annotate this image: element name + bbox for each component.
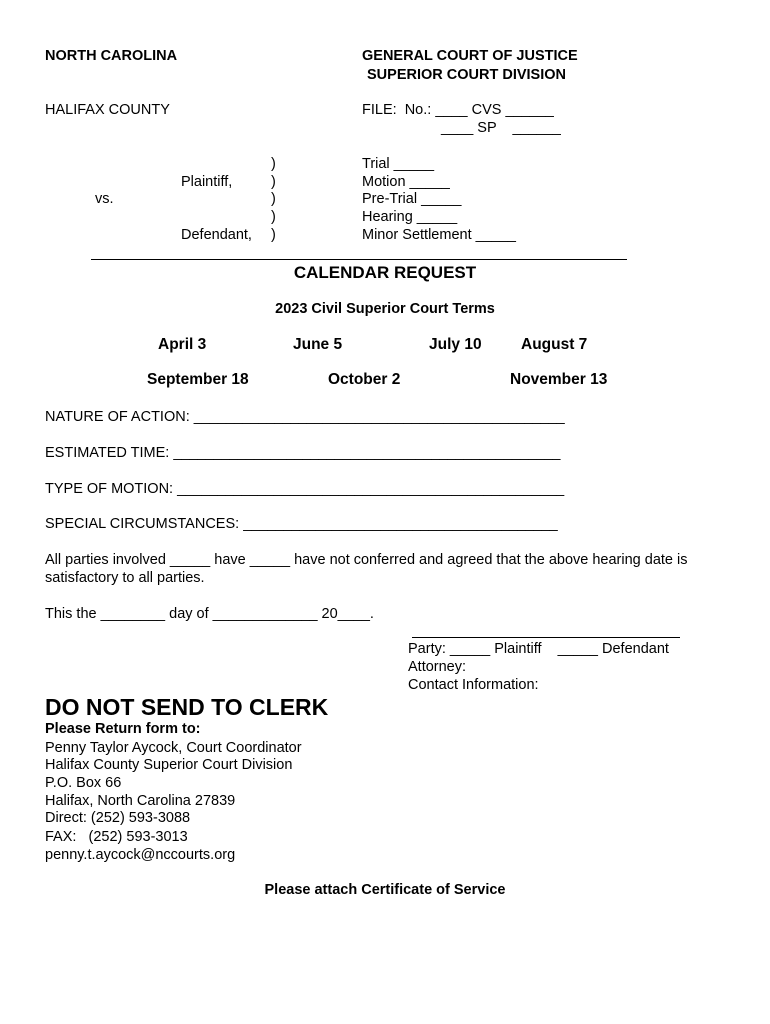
special-circumstances-field[interactable]: SPECIAL CIRCUMSTANCES: _______________________________________ (45, 516, 558, 532)
caption-paren: ) (271, 227, 276, 243)
page-title: CALENDAR REQUEST (293, 263, 477, 282)
return-address-line: P.O. Box 66 (45, 775, 122, 791)
return-email-link[interactable]: penny.t.aycock@nccourts.org (45, 847, 236, 863)
contact-info-label: Contact Information: (408, 677, 539, 693)
option-pre-trial[interactable]: Pre-Trial _____ (362, 191, 462, 207)
agreement-statement-cont: satisfactory to all parties. (45, 570, 205, 586)
term-date: April 3 (158, 336, 207, 353)
file-number-line: FILE: No.: ____ CVS ______ (362, 102, 554, 118)
option-motion[interactable]: Motion _____ (362, 174, 450, 190)
caption-divider (91, 259, 627, 260)
option-hearing[interactable]: Hearing _____ (362, 209, 458, 225)
party-line[interactable]: Party: _____ Plaintiff _____ Defendant (408, 641, 669, 657)
term-date: September 18 (147, 371, 249, 388)
return-address-line: Halifax County Superior Court Division (45, 757, 293, 773)
term-date: August 7 (521, 336, 588, 353)
file-sp-line: ____ SP ______ (441, 120, 561, 136)
return-address-line: Penny Taylor Aycock, Court Coordinator (45, 740, 302, 756)
versus-label: vs. (95, 191, 114, 207)
term-date: July 10 (429, 336, 482, 353)
do-not-send-warning: DO NOT SEND TO CLERK (45, 694, 329, 720)
type-of-motion-field[interactable]: TYPE OF MOTION: ________________________________________________ (45, 481, 565, 497)
page-subtitle: 2023 Civil Superior Court Terms (275, 301, 495, 317)
caption-paren: ) (271, 209, 276, 225)
return-heading: Please Return form to: (45, 721, 201, 737)
option-trial[interactable]: Trial _____ (362, 156, 435, 172)
county-heading: HALIFAX COUNTY (45, 102, 170, 118)
state-heading: NORTH CAROLINA (45, 48, 178, 64)
term-date: November 13 (510, 371, 608, 388)
caption-paren: ) (271, 174, 276, 190)
footer-note: Please attach Certificate of Service (264, 882, 506, 898)
date-line[interactable]: This the ________ day of _____________ 20____. (45, 606, 374, 622)
agreement-statement: All parties involved _____ have _____ have not conferred and agreed that the above hearing date is (45, 552, 688, 568)
return-address-line: Halifax, North Carolina 27839 (45, 793, 236, 809)
return-phone-line: Direct: (252) 593-3088 (45, 810, 191, 826)
defendant-label: Defendant, (181, 227, 252, 243)
estimated-time-field[interactable]: ESTIMATED TIME: ________________________________________________ (45, 445, 561, 461)
attorney-label: Attorney: (408, 659, 467, 675)
plaintiff-label: Plaintiff, (181, 174, 233, 190)
court-heading: GENERAL COURT OF JUSTICE (362, 48, 578, 64)
term-date: October 2 (328, 371, 401, 388)
return-fax-line: FAX: (252) 593-3013 (45, 829, 188, 845)
court-division-heading: SUPERIOR COURT DIVISION (367, 67, 566, 83)
caption-paren: ) (271, 191, 276, 207)
caption-paren: ) (271, 156, 276, 172)
term-date: June 5 (293, 336, 343, 353)
option-minor-settlement[interactable]: Minor Settlement _____ (362, 227, 516, 243)
signature-line (412, 637, 680, 638)
nature-of-action-field[interactable]: NATURE OF ACTION: ______________________________________________ (45, 409, 565, 425)
